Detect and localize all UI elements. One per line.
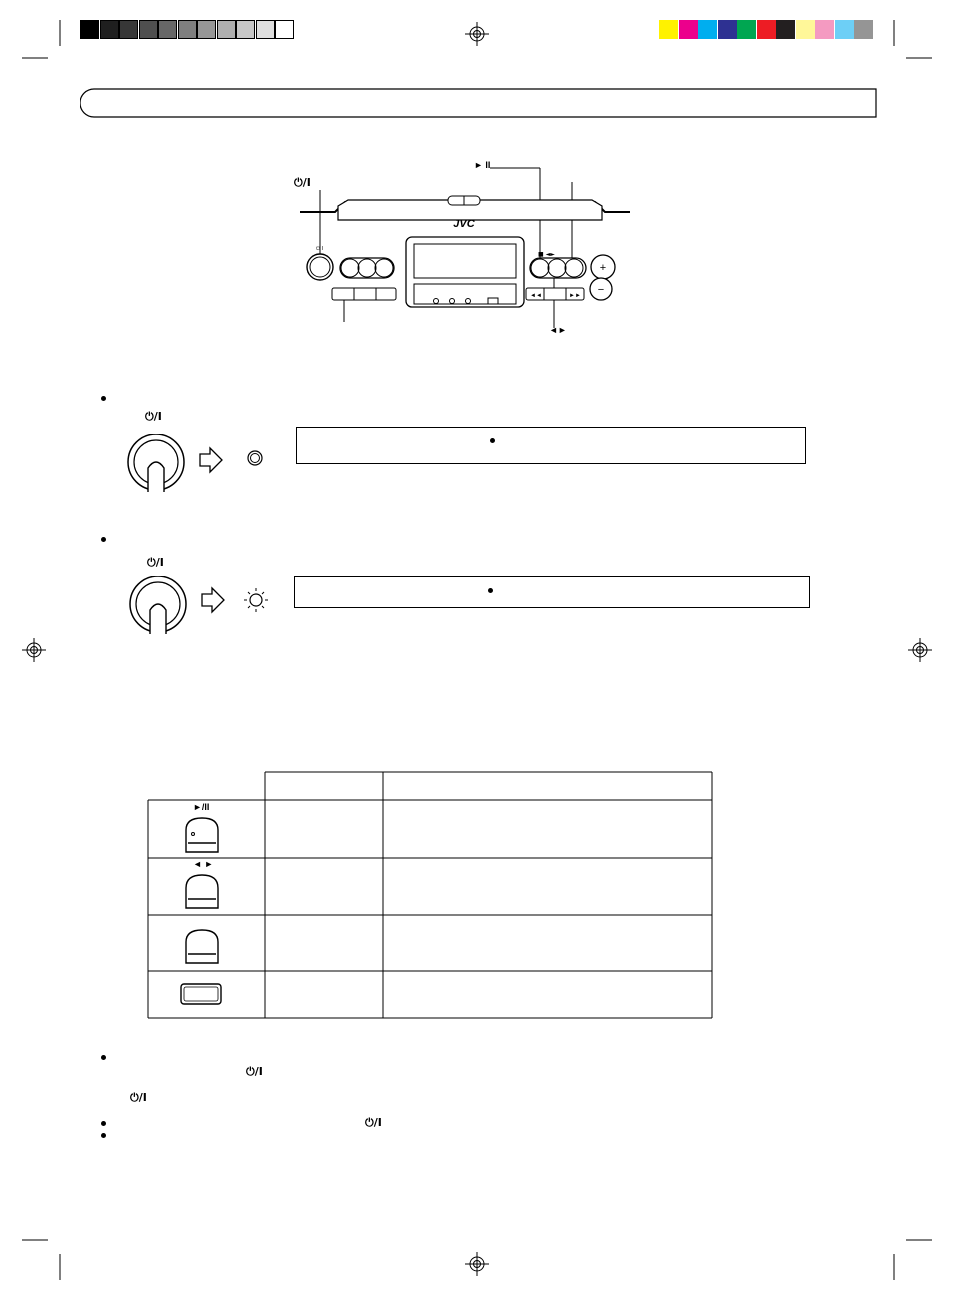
standby-on-note-box xyxy=(294,576,810,608)
bass-label-bottom: ◄► xyxy=(549,325,567,335)
bullet-3 xyxy=(101,1055,106,1060)
bullet-2 xyxy=(101,537,106,542)
play-pause-label-top: ► II xyxy=(474,160,491,170)
svg-text:■ ◄►: ■ ◄► xyxy=(538,251,555,258)
table-row-1-symbol: ►/II xyxy=(193,802,210,812)
power-label-note-3: ⏻/I xyxy=(365,1116,382,1129)
note-bullet-2 xyxy=(488,588,493,593)
svg-text:+: + xyxy=(599,262,607,274)
press-power-illustration-1 xyxy=(126,434,276,498)
bullet-1 xyxy=(101,396,106,401)
power-label-top: ⏻/I xyxy=(294,176,311,189)
button-function-table xyxy=(146,770,714,1022)
bullet-5 xyxy=(101,1133,106,1138)
header-bar xyxy=(80,88,878,118)
unit-front-panel-diagram xyxy=(290,150,640,340)
registration-mark-right xyxy=(908,638,932,662)
note-bullet-1 xyxy=(490,438,495,443)
registration-mark-left xyxy=(22,638,46,662)
svg-text:►►: ►► xyxy=(569,293,581,299)
standby-off-note-box xyxy=(296,427,806,464)
power-label-note-2: ⏻/I xyxy=(130,1091,147,1104)
table-row-2-symbol: ◄ ► xyxy=(193,859,214,869)
power-label-note-1: ⏻/I xyxy=(246,1065,263,1078)
bullet-4 xyxy=(101,1121,106,1126)
registration-mark-top xyxy=(465,22,489,46)
svg-text:⏻ I: ⏻ I xyxy=(316,246,324,252)
svg-text:◄◄: ◄◄ xyxy=(530,293,542,299)
power-label-2: ⏻/I xyxy=(147,556,164,569)
registration-mark-bottom xyxy=(465,1252,489,1276)
press-power-illustration-2 xyxy=(128,576,278,640)
svg-text:−: − xyxy=(597,284,605,296)
power-label-1: ⏻/I xyxy=(145,410,162,423)
brand-logo: JVC xyxy=(453,218,475,230)
